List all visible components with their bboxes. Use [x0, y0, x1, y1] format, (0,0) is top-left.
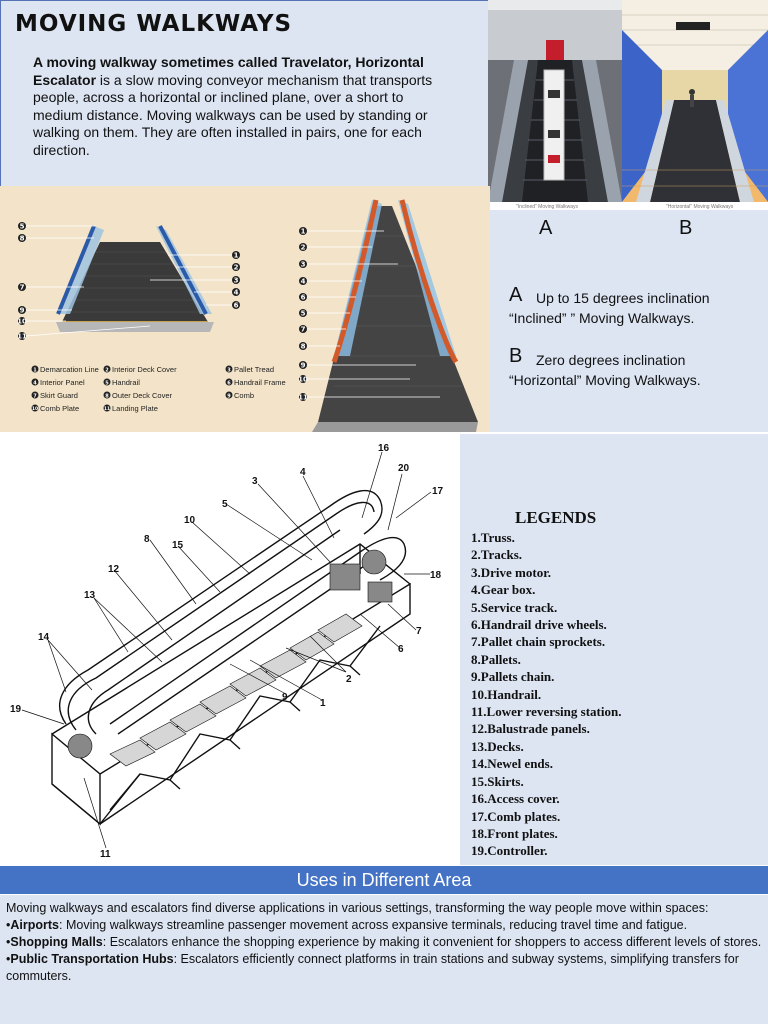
svg-text:8: 8	[300, 342, 306, 351]
legend-entry: 11.Lower reversing station.	[471, 704, 622, 720]
svg-text:1: 1	[233, 251, 239, 260]
legend-entry: 15.Skirts.	[471, 773, 524, 789]
photo-a-caption: "Inclined" Moving Walkways	[516, 204, 578, 210]
esc-label-9: 9	[282, 692, 288, 703]
svg-text:2: 2	[233, 263, 239, 272]
svg-text:3: 3	[300, 260, 306, 269]
legend-entry: 2.Tracks.	[471, 547, 523, 563]
legend-entry: 9.Pallets chain.	[471, 669, 555, 685]
legend-entry: 10.Handrail.	[471, 686, 542, 702]
legend-entry: 7.Pallet chain sprockets.	[471, 634, 606, 650]
esc-label-6: 6	[398, 644, 404, 655]
type-b-line2: “Horizontal” Moving Walkways.	[509, 372, 701, 388]
svg-text:4: 4	[33, 380, 37, 387]
legend-entry: 14.Newel ends.	[471, 756, 553, 772]
legend-entry: 1.Truss.	[471, 530, 515, 545]
legend-entry: 17.Comb plates.	[471, 808, 561, 824]
escalator-diagram	[0, 434, 460, 864]
svg-text:11: 11	[298, 393, 308, 402]
svg-text:5: 5	[19, 222, 25, 231]
esc-label-12: 12	[108, 564, 120, 575]
svg-text:3: 3	[233, 276, 239, 285]
svg-text:4: 4	[233, 288, 239, 297]
esc-label-3: 3	[252, 476, 258, 487]
svg-text:9: 9	[300, 361, 306, 370]
uses-term: Public Transportation Hubs	[10, 952, 174, 966]
type-a-letter: A	[509, 284, 523, 306]
esc-label-15: 15	[172, 540, 184, 551]
esc-label-5: 5	[222, 499, 228, 510]
legend-entry: 8.Pallets.	[471, 651, 521, 667]
intro-paragraph	[33, 54, 453, 159]
svg-text:2: 2	[105, 367, 109, 374]
intro-body: is a slow moving conveyor mechanism that transports people, across a horizontal or inclined plane, over a short to medium distance. Moving walkways can be used by standing or walking on them. They are often installed in pairs, one for each direction.	[33, 71, 433, 158]
legend-entry: 13.Decks.	[471, 738, 524, 754]
uses-item-malls: •Shopping Malls: Escalators enhance the shopping experience by making it convenient for shoppers to access different levels of stores.	[6, 935, 762, 949]
svg-text:6: 6	[227, 380, 231, 387]
svg-text:10: 10	[298, 375, 308, 384]
esc-label-20: 20	[398, 463, 410, 474]
component-legend	[32, 365, 286, 413]
svg-text:2: 2	[300, 243, 306, 252]
svg-text:6: 6	[300, 293, 306, 302]
esc-label-19: 19	[10, 704, 22, 715]
svg-text:10: 10	[31, 407, 39, 412]
uses-item-airports: •Airports: Moving walkways streamline passenger movement across expansive terminals, reducing travel time and fatigue.	[6, 918, 688, 932]
uses-body	[0, 895, 768, 1024]
legends-list	[471, 529, 621, 860]
esc-label-7: 7	[416, 626, 422, 637]
esc-label-10: 10	[184, 515, 196, 526]
walkway-components-diagram	[0, 186, 490, 432]
svg-text:4: 4	[300, 277, 306, 286]
svg-text:11: 11	[103, 407, 111, 412]
svg-text:1: 1	[300, 227, 306, 236]
legend-item-3: Pallet Tread	[234, 365, 275, 374]
svg-text:11: 11	[17, 332, 27, 341]
svg-text:7: 7	[300, 325, 306, 334]
svg-text:8: 8	[19, 234, 25, 243]
svg-text:1: 1	[33, 367, 37, 374]
legends-panel	[460, 434, 768, 865]
svg-text:6: 6	[233, 301, 239, 310]
legends-title: LEGENDS	[515, 508, 597, 527]
esc-label-16: 16	[378, 443, 390, 454]
page-title: MOVING WALKWAYS	[15, 11, 293, 37]
uses-term: Airports	[10, 918, 60, 932]
legend-item-6: Handrail Frame	[234, 378, 286, 387]
photo-a-label: A	[539, 217, 553, 239]
legend-entry: 5.Service track.	[471, 599, 558, 615]
esc-label-17: 17	[432, 486, 444, 497]
legend-item-4: Interior Panel	[40, 378, 85, 387]
svg-text:5: 5	[300, 309, 306, 318]
esc-label-2: 2	[346, 674, 352, 685]
type-a-line2: “Inclined” ” Moving Walkways.	[509, 310, 695, 326]
legend-item-2: Interior Deck Cover	[112, 365, 177, 374]
svg-text:7: 7	[19, 283, 25, 292]
legend-entry: 16.Access cover.	[471, 791, 560, 807]
photo-b-caption: "Horizontal" Moving Walkways	[666, 204, 734, 210]
svg-text:9: 9	[19, 306, 25, 315]
legend-entry: 12.Balustrade panels.	[471, 721, 590, 737]
uses-term: Shopping Malls	[10, 935, 103, 949]
photo-inclined-walkway	[488, 0, 622, 210]
type-a-line1: Up to 15 degrees inclination	[536, 290, 710, 306]
intro-panel	[0, 0, 488, 186]
svg-text:5: 5	[105, 380, 109, 387]
esc-label-13: 13	[84, 590, 96, 601]
esc-label-18: 18	[430, 570, 442, 581]
esc-label-4: 4	[300, 467, 306, 478]
legend-entry: 18.Front plates.	[471, 825, 558, 841]
legend-item-8: Outer Deck Cover	[112, 391, 173, 400]
type-b-letter: B	[509, 345, 523, 367]
legend-item-11: Landing Plate	[112, 404, 158, 413]
svg-text:3: 3	[227, 367, 231, 374]
esc-label-14: 14	[38, 632, 50, 643]
types-panel	[488, 210, 768, 432]
uses-item-transport: •Public Transportation Hubs: Escalators efficiently connect platforms in train stations and subway systems, simplifying transfers for commuters.	[6, 952, 739, 983]
legend-item-9: Comb	[234, 391, 255, 400]
uses-heading: Uses in Different Area	[0, 866, 768, 894]
intro-bold-lead: A moving walkway sometimes called Travelator, Horizontal Escalator	[33, 54, 424, 88]
esc-label-8: 8	[144, 534, 150, 545]
esc-label-1: 1	[320, 698, 326, 709]
photo-b-label: B	[679, 217, 693, 239]
legend-entry: 4.Gear box.	[471, 582, 536, 598]
legend-item-1: Demarcation Line	[40, 365, 99, 374]
type-b-line1: Zero degrees inclination	[536, 352, 686, 368]
svg-text:10: 10	[17, 317, 27, 326]
photo-horizontal-walkway	[622, 0, 768, 210]
esc-label-11: 11	[100, 849, 111, 860]
uses-intro: Moving walkways and escalators find diverse applications in various settings, transforming the way people move within spaces:	[6, 901, 709, 915]
svg-text:7: 7	[33, 393, 37, 400]
legend-entry: 19.Controller.	[471, 843, 548, 859]
svg-text:8: 8	[105, 393, 109, 400]
legend-entry: 6.Handrail drive wheels.	[471, 617, 607, 633]
legend-entry: 3.Drive motor.	[471, 564, 552, 580]
svg-text:9: 9	[227, 393, 231, 400]
legend-item-7: Skirt Guard	[40, 391, 78, 400]
legend-item-10: Comb Plate	[40, 404, 80, 413]
legend-item-5: Handrail	[112, 378, 140, 387]
